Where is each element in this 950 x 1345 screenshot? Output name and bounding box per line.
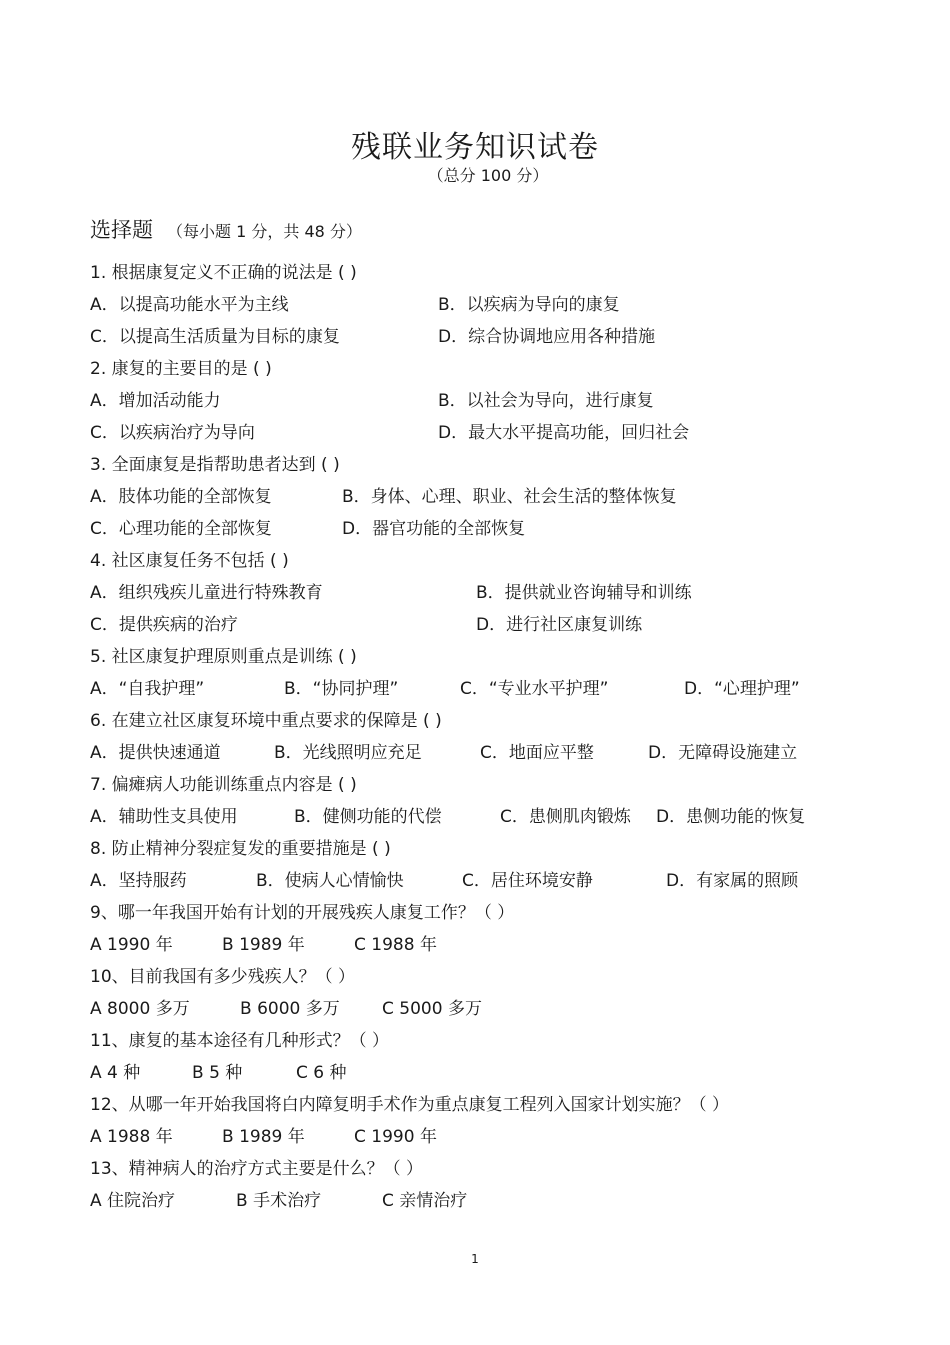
q2-option-a: A．增加活动能力 <box>90 391 221 411</box>
question-5: 5. 社区康复护理原则重点是训练 ( ) <box>90 647 357 667</box>
page-number: 1 <box>471 1252 479 1266</box>
q6-option-c: C．地面应平整 <box>480 743 594 763</box>
q5-option-d: D．“心理护理” <box>684 679 800 699</box>
q2-option-b: B．以社会为导向，进行康复 <box>438 391 654 411</box>
q5-option-a: A．“自我护理” <box>90 679 205 699</box>
q1-option-c: C．以提高生活质量为目标的康复 <box>90 327 340 347</box>
question-11: 11、康复的基本途径有几种形式？（ ） <box>90 1031 390 1051</box>
total-score: （总分 100 分） <box>427 166 549 185</box>
q11-option-a: A 4 种 <box>90 1063 141 1083</box>
q10-option-c: C 5000 多万 <box>382 999 482 1019</box>
q4-option-a: A．组织残疾儿童进行特殊教育 <box>90 583 323 603</box>
q7-option-b: B．健侧功能的代偿 <box>294 807 442 827</box>
question-9: 9、哪一年我国开始有计划的开展残疾人康复工作？（ ） <box>90 903 515 923</box>
question-4: 4. 社区康复任务不包括 ( ) <box>90 551 289 571</box>
q3-option-c: C．心理功能的全部恢复 <box>90 519 272 539</box>
question-6: 6. 在建立社区康复环境中重点要求的保障是 ( ) <box>90 711 442 731</box>
question-7: 7. 偏瘫病人功能训练重点内容是 ( ) <box>90 775 357 795</box>
q13-option-b: B 手术治疗 <box>236 1191 322 1211</box>
q11-option-b: B 5 种 <box>192 1063 243 1083</box>
question-13: 13、精神病人的治疗方式主要是什么？（ ） <box>90 1159 424 1179</box>
q1-option-a: A．以提高功能水平为主线 <box>90 295 289 315</box>
section-note: （每小题 1 分，共 48 分） <box>167 222 362 241</box>
q9-option-c: C 1988 年 <box>354 935 437 955</box>
q8-option-d: D．有家属的照顾 <box>666 871 799 891</box>
q6-option-b: B．光线照明应充足 <box>274 743 422 763</box>
q7-option-a: A．辅助性支具使用 <box>90 807 238 827</box>
q2-option-c: C．以疾病治疗为导向 <box>90 423 255 443</box>
q3-option-d: D．器官功能的全部恢复 <box>342 519 526 539</box>
q1-option-d: D．综合协调地应用各种措施 <box>438 327 656 347</box>
q1-option-b: B．以疾病为导向的康复 <box>438 295 620 315</box>
q12-option-a: A 1988 年 <box>90 1127 173 1147</box>
q6-option-d: D．无障碍设施建立 <box>648 743 798 763</box>
section-title: 选择题 <box>90 218 153 242</box>
section-header <box>90 214 362 244</box>
question-8: 8. 防止精神分裂症复发的重要措施是 ( ) <box>90 839 391 859</box>
q5-option-c: C．“专业水平护理” <box>460 679 609 699</box>
q7-option-d: D．患侧功能的恢复 <box>656 807 806 827</box>
question-2: 2. 康复的主要目的是 ( ) <box>90 359 272 379</box>
q8-option-a: A．坚持服药 <box>90 871 187 891</box>
q5-option-b: B．“协同护理” <box>284 679 399 699</box>
question-3: 3. 全面康复是指帮助患者达到 ( ) <box>90 455 340 475</box>
q11-option-c: C 6 种 <box>296 1063 347 1083</box>
q12-option-c: C 1990 年 <box>354 1127 437 1147</box>
q4-option-b: B．提供就业咨询辅导和训练 <box>476 583 692 603</box>
q12-option-b: B 1989 年 <box>222 1127 305 1147</box>
question-1: 1. 根据康复定义不正确的说法是 ( ) <box>90 263 357 283</box>
q7-option-c: C．患侧肌肉锻炼 <box>500 807 631 827</box>
q10-option-a: A 8000 多万 <box>90 999 190 1019</box>
q4-option-c: C．提供疾病的治疗 <box>90 615 238 635</box>
q13-option-c: C 亲情治疗 <box>382 1191 468 1211</box>
question-12: 12、从哪一年开始我国将白内障复明手术作为重点康复工程列入国家计划实施？（ ） <box>90 1095 730 1115</box>
page-title: 残联业务知识试卷 <box>351 130 599 165</box>
q6-option-a: A．提供快速通道 <box>90 743 221 763</box>
q3-option-b: B．身体、心理、职业、社会生活的整体恢复 <box>342 487 677 507</box>
q4-option-d: D．进行社区康复训练 <box>476 615 643 635</box>
q8-option-c: C．居住环境安静 <box>462 871 593 891</box>
q2-option-d: D．最大水平提高功能，回归社会 <box>438 423 690 443</box>
q8-option-b: B．使病人心情愉快 <box>256 871 404 891</box>
q10-option-b: B 6000 多万 <box>240 999 340 1019</box>
q13-option-a: A 住院治疗 <box>90 1191 176 1211</box>
q9-option-b: B 1989 年 <box>222 935 305 955</box>
q9-option-a: A 1990 年 <box>90 935 173 955</box>
question-10: 10、目前我国有多少残疾人？（ ） <box>90 967 356 987</box>
q3-option-a: A．肢体功能的全部恢复 <box>90 487 272 507</box>
